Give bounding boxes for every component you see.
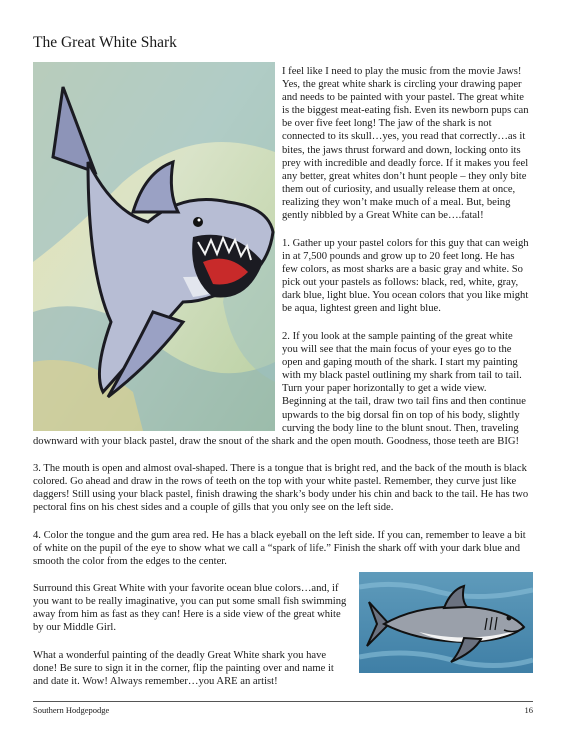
footer-divider [33, 701, 533, 702]
shark-pastel-painting-front [33, 62, 275, 431]
step-4-paragraph: 4. Color the tongue and the gum area red. He has a black eyeball on the left side. If you can, remember to leave a bit of white on the pupil of the eye to show what we call a “spark of life.” Finish the shark off with your dark blue and smooth the color from the edges to the center. [33, 530, 526, 568]
page-title: The Great White Shark [33, 34, 177, 51]
step-2-continued-paragraph: downward with your black pastel, draw the snout of the shark and the open mouth. Goodness, those teeth are BIG! [33, 436, 520, 447]
intro-paragraph: I feel like I need to play the music from the movie Jaws! Yes, the great white shark is circling your drawing paper and needs to be painted with your pastel. The great white is the biggest meat-eating fish. Even its newborn pups can be over five feet long! The jaw of the shark is not connected to its skull…yes, you read that correctly…as it bites, the jaws thrust forward and down, locking onto its prey with incredible and deadly force. If it makes you feel any better, great whites don’t hunt people – they only bite them out of curiosity, and usually release them at once, realizing they won’t make much of a meal. But, being gently nibbled by a Great White can be….fatal! [282, 66, 529, 222]
step-2-paragraph: 2. If you look at the sample painting of the great white you will see that the main focus of your eyes go to the open and gaping mouth of the shark. I start my painting with my black pastel outlining my shark from tail to tail. Turn your paper horizontally to get a wide view. Beginning at the tail, draw two tail fins and then continue upwards to the big dorsal fin on top of his body, slightly curving the body line to the blunt snout. Then, traveling [282, 331, 526, 434]
footer-page-number: 16 [524, 705, 533, 715]
surround-paragraph: Surround this Great White with your favorite ocean blue colors…and, if you want to be really imaginative, you can put some small fish swimming away from him as fast as they can! Here is a side view of the great white by our Middle Girl. [33, 583, 347, 634]
step-1-paragraph: 1. Gather up your pastel colors for this guy that can weigh in at 7,500 pounds and grow up to 20 feet long. He has few colors, as most sharks are a basic gray and white. So pick out your pastels as follows: black, red, white, gray, dark blue, light blue. You ocean colors that you like might be aqua, lightest green and light blue. [282, 238, 529, 315]
shark-side-view-painting [359, 572, 533, 673]
closing-paragraph: What a wonderful painting of the deadly Great White shark you have done! Be sure to sign it in the corner, flip the painting over and name it and date it. Wow! Always remember…you ARE an artist! [33, 650, 334, 688]
footer-publication-name: Southern Hodgepodge [33, 705, 110, 715]
step-3-paragraph: 3. The mouth is open and almost oval-shaped. There is a tongue that is bright red, and the back of the mouth is black colored. Go ahead and draw in the rows of teeth on the top with your white pastel. Remember, they curve just like daggers! Still using your black pastel, finish drawing the shark’s body under his chin and back to the tail. He has two pectoral fins on his chest sides and a couple of gills that you only see on the left side. [33, 463, 529, 514]
